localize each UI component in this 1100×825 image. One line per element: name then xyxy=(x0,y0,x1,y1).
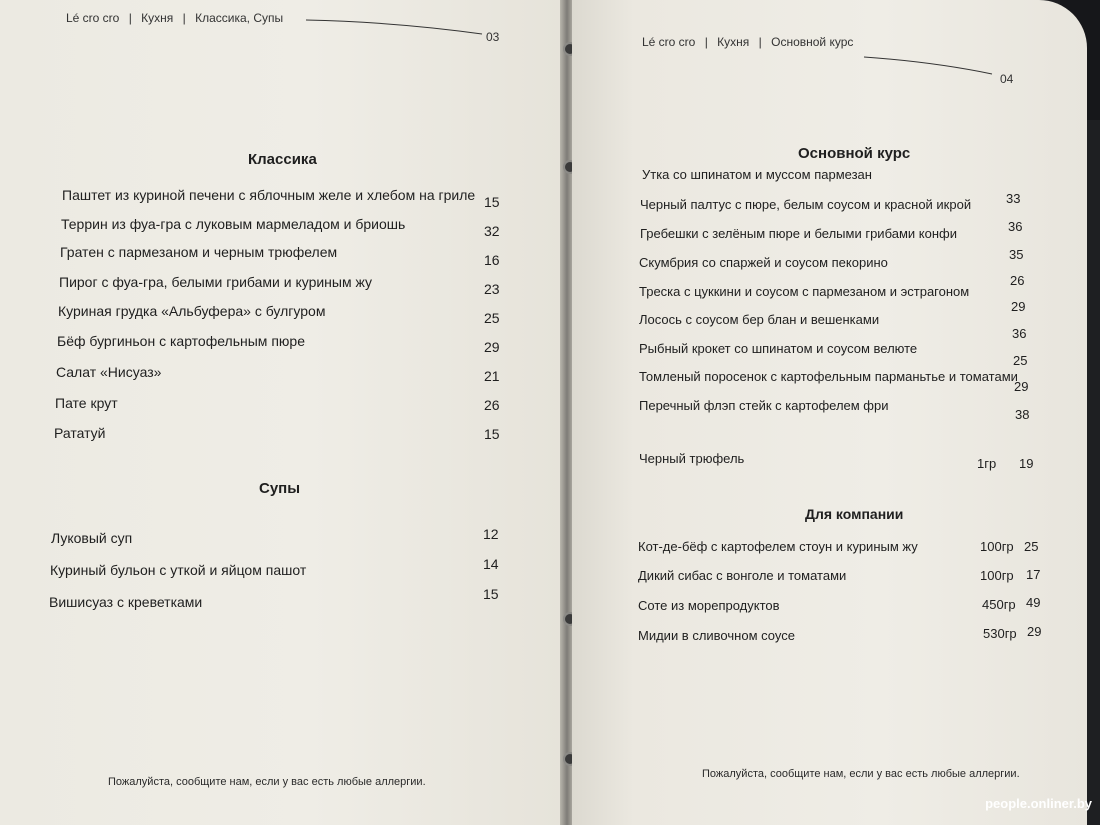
menu-item-price: 36 xyxy=(1008,219,1023,234)
menu-item-name: Лосось с соусом бер блан и вешенками xyxy=(639,312,880,327)
menu-item-price: 29 xyxy=(1011,299,1026,314)
menu-item-weight: 100гр xyxy=(980,539,1014,554)
menu-item-price: 23 xyxy=(484,281,500,297)
menu-item-price: 33 xyxy=(1006,191,1021,206)
menu-item-price: 25 xyxy=(1013,353,1028,368)
menu-item-price: 26 xyxy=(484,397,500,413)
menu-item-price: 29 xyxy=(1014,379,1029,394)
page-number: 03 xyxy=(486,30,500,44)
section-title-company: Для компании xyxy=(805,506,904,522)
menu-item-price: 17 xyxy=(1026,567,1041,582)
header-subsection: Основной курс xyxy=(771,35,854,49)
menu-item-price: 36 xyxy=(1012,326,1027,341)
menu-item-name: Перечный флэп стейк с картофелем фри xyxy=(639,398,889,413)
header-brand: Lé cro cro xyxy=(642,35,696,49)
header-subsection: Классика, Супы xyxy=(195,11,284,25)
menu-item-name: Гребешки с зелёным пюре и белыми грибами конфи xyxy=(640,226,957,241)
menu-item-name: Куриная грудка «Альбуфера» с булгуром xyxy=(58,303,326,319)
menu-item-name: Кот-де-бёф с картофелем стоун и куриным жу xyxy=(638,539,918,554)
menu-item-name: Рататуй xyxy=(54,425,106,441)
menu-item-name: Рыбный крокет со шпинатом и соусом велюте xyxy=(639,341,918,356)
menu-item-name: Мидии в сливочном соусе xyxy=(638,628,795,643)
menu-item-price: 49 xyxy=(1026,595,1041,610)
menu-item-name: Бёф бургиньон с картофельным пюре xyxy=(57,333,305,349)
menu-item-weight: 100гр xyxy=(980,568,1014,583)
menu-item-price: 12 xyxy=(483,526,499,542)
menu-item-name: Вишисуаз с креветками xyxy=(49,594,203,610)
header-section: Кухня xyxy=(141,11,174,25)
header-brand: Lé cro cro xyxy=(66,11,120,25)
menu-item-name: Террин из фуа-гра с луковым мармеладом и бриошь xyxy=(61,216,406,232)
header-rule xyxy=(864,56,994,76)
menu-item-weight: 450гр xyxy=(982,597,1016,612)
header-separator: | xyxy=(182,11,186,25)
menu-item-price: 25 xyxy=(1024,539,1039,554)
header-separator: | xyxy=(704,35,708,49)
menu-item-price: 35 xyxy=(1009,247,1024,262)
menu-item-price: 38 xyxy=(1015,407,1030,422)
header-rule xyxy=(306,18,486,38)
menu-item-name: Гратен с пармезаном и черным трюфелем xyxy=(60,244,338,260)
header-left xyxy=(66,11,283,25)
menu-item-name: Салат «Нисуаз» xyxy=(56,364,162,380)
header-separator: | xyxy=(128,11,132,25)
menu-page-right xyxy=(572,0,1087,825)
menu-item-name: Пате крут xyxy=(55,395,118,411)
menu-item-name: Черный палтус с пюре, белым соусом и красной икрой xyxy=(640,197,972,212)
truffle-name: Черный трюфель xyxy=(639,451,745,466)
menu-item-price: 26 xyxy=(1010,273,1025,288)
menu-item-price: 14 xyxy=(483,556,499,572)
menu-item-name: Скумбрия со спаржей и соусом пекорино xyxy=(639,255,888,270)
menu-item-name: Соте из морепродуктов xyxy=(638,598,780,613)
menu-item-name: Пирог с фуа-гра, белыми грибами и куриным жу xyxy=(59,274,373,290)
menu-item-price: 25 xyxy=(484,310,500,326)
truffle-weight: 1гр xyxy=(977,456,997,471)
menu-item-price: 29 xyxy=(484,339,500,355)
truffle-price: 19 xyxy=(1019,456,1034,471)
menu-item-price: 15 xyxy=(483,586,499,602)
menu-item-name: Утка со шпинатом и муссом пармезан xyxy=(642,167,872,182)
menu-item-price: 15 xyxy=(484,426,500,442)
header-right xyxy=(642,35,853,49)
allergy-notice: Пожалуйста, сообщите нам, если у вас есть любые аллергии. xyxy=(702,768,1020,780)
menu-item-name: Дикий сибас с вонголе и томатами xyxy=(638,568,847,583)
menu-item-price: 29 xyxy=(1027,624,1042,639)
menu-item-price: 21 xyxy=(484,368,500,384)
allergy-notice: Пожалуйста, сообщите нам, если у вас есть любые аллергии. xyxy=(108,776,426,788)
menu-item-name: Куриный бульон с уткой и яйцом пашот xyxy=(50,562,307,578)
menu-item-name: Паштет из куриной печени с яблочным желе и хлебом на гриле xyxy=(62,187,476,203)
menu-item-price: 32 xyxy=(484,223,500,239)
menu-item-price: 15 xyxy=(484,194,500,210)
menu-item-weight: 530гр xyxy=(983,626,1017,641)
menu-item-name: Томленый поросенок с картофельным парманьтье и томатами xyxy=(639,369,1018,384)
source-watermark: people.onliner.by xyxy=(985,796,1092,811)
header-separator: | xyxy=(758,35,762,49)
menu-item-name: Луковый суп xyxy=(51,530,133,546)
section-title-classic: Классика xyxy=(248,151,317,168)
menu-item-name: Треска с цуккини и соусом с пармезаном и эстрагоном xyxy=(639,284,970,299)
page-number: 04 xyxy=(1000,72,1014,86)
header-section: Кухня xyxy=(717,35,750,49)
section-title-soups: Супы xyxy=(259,480,301,497)
menu-item-price: 16 xyxy=(484,252,500,268)
section-title-main: Основной курс xyxy=(798,145,911,162)
